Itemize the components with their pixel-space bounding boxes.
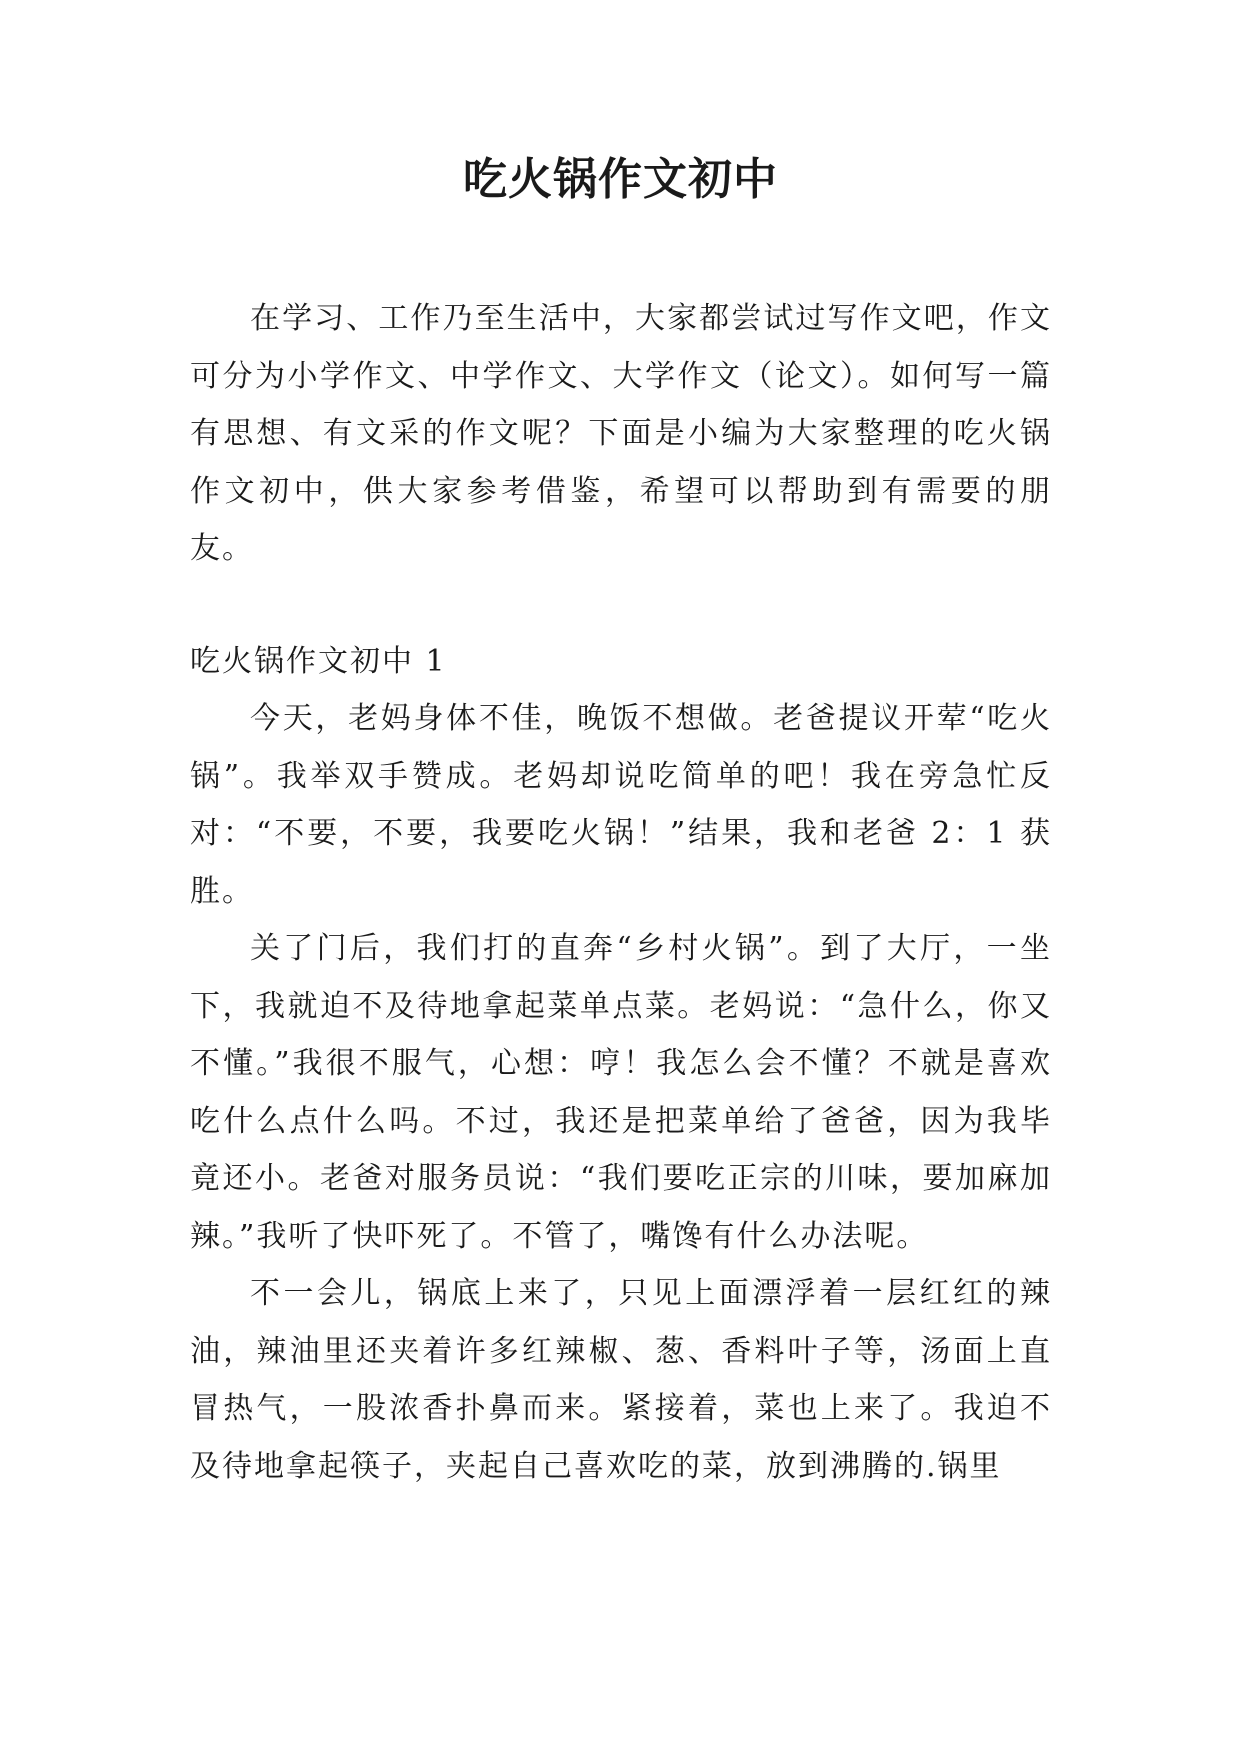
body-paragraph-2: 关了门后，我们打的直奔“乡村火锅”。到了大厅，一坐下，我就迫不及待地拿起菜单点菜。老妈说：“急什么，你又不懂。”我很不服气，心想：哼！我怎么会不懂？不就是喜欢吃什么点什么吗。不过，我还是把菜单给了爸爸，因为我毕竟还小。老爸对服务员说：“我们要吃正宗的川味，要加麻加辣。”我听了快吓死了。不管了，嘴馋有什么办法呢。 — [190, 931, 1052, 1254]
document-body — [190, 290, 1052, 1495]
body-paragraph-1: 今天，老妈身体不佳，晚饭不想做。老爸提议开荤“吃火锅”。我举双手赞成。老妈却说吃简单的吧！我在旁急忙反对：“不要，不要，我要吃火锅！”结果，我和老爸 2：1 获胜。 — [190, 701, 1052, 909]
body-paragraph-3: 不一会儿，锅底上来了，只见上面漂浮着一层红红的辣油，辣油里还夹着许多红辣椒、葱、香料叶子等，汤面上直冒热气，一股浓香扑鼻而来。紧接着，菜也上来了。我迫不及待地拿起筷子，夹起自己喜欢吃的菜，放到沸腾的.锅里 — [190, 1276, 1052, 1484]
section-heading: 吃火锅作文初中 1 — [190, 643, 447, 679]
document-title: 吃火锅作文初中 — [463, 154, 778, 205]
intro-paragraph: 在学习、工作乃至生活中，大家都尝试过写作文吧，作文可分为小学作文、中学作文、大学作文（论文）。如何写一篇有思想、有文采的作文呢？下面是小编为大家整理的吃火锅作文初中，供大家参考借鉴，希望可以帮助到有需要的朋友。 — [190, 301, 1052, 566]
